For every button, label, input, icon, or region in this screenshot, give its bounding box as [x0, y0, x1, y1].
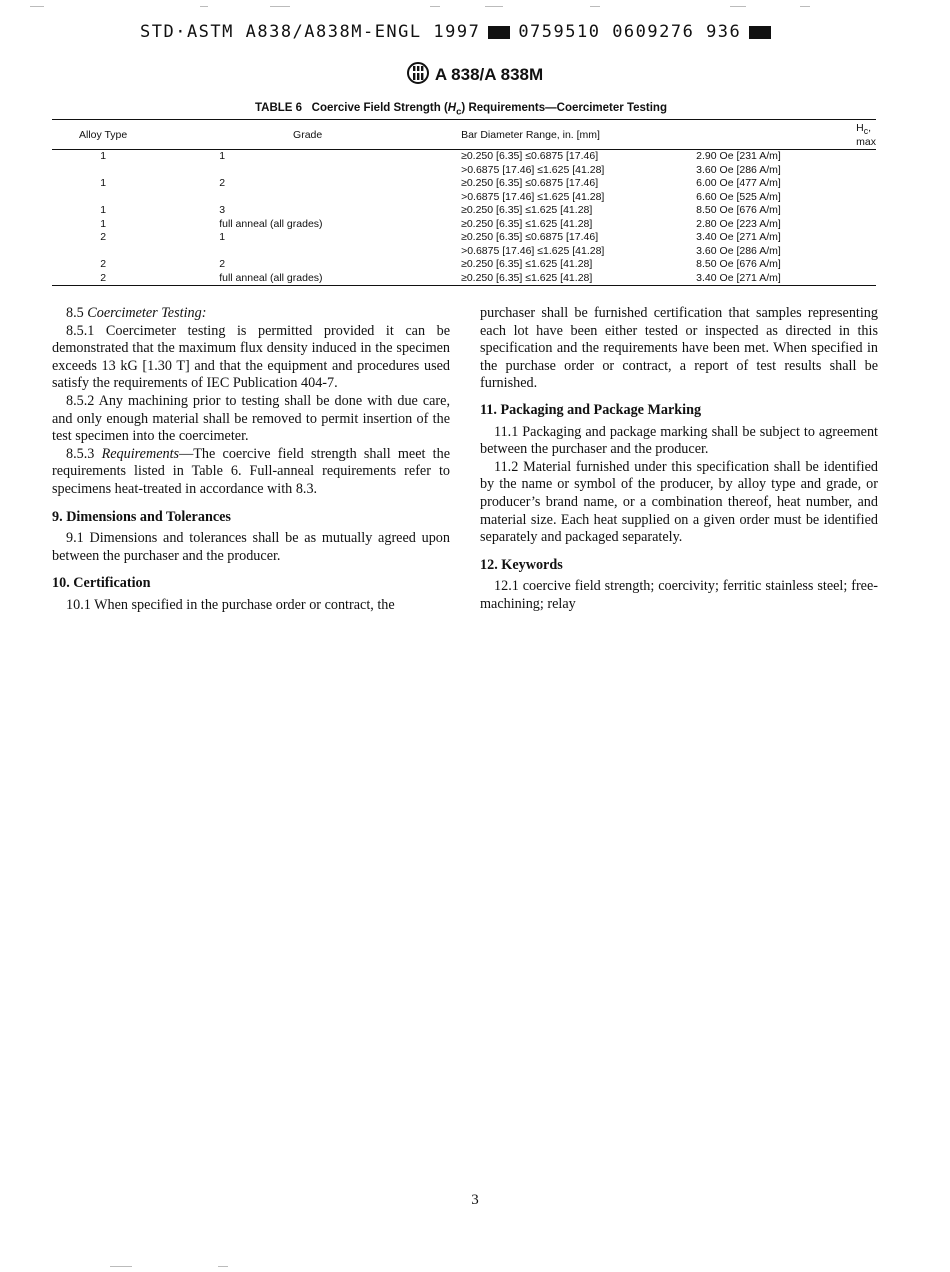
black-bar-mark	[749, 26, 771, 39]
cell-alloy-type	[52, 164, 154, 178]
paragraph-8-5-2: 8.5.2 Any machining prior to testing shall be done with due care, and only enough material shall be removed to permit insertion of the test specimen into the coercimeter.	[52, 392, 450, 445]
cell-hc-max: 3.60 Oe [286 A/m]	[696, 163, 781, 176]
cell-grade: full anneal (all grades)	[154, 272, 461, 286]
paragraph-10-1-continued: purchaser shall be furnished certification that samples representing each lot have been either tested or inspected as directed in this specification and the requirements have been met. When specified in the purchase order or contract, a report of test results shall be furnished.	[480, 305, 878, 392]
cell-alloy-type: 1	[100, 177, 107, 190]
astm-logo-icon	[407, 62, 429, 89]
cell-hc-max: 2.80 Oe [223 A/m]	[696, 217, 781, 230]
cell-diameter-range: ≥0.250 [6.35] ≤1.625 [41.28]	[461, 272, 696, 286]
cell-hc-max: 3.60 Oe [286 A/m]	[696, 244, 781, 257]
cell-diameter-range: ≥0.250 [6.35] ≤0.6875 [17.46]	[461, 231, 599, 244]
coercive-field-table	[52, 119, 876, 286]
paragraph-8-5-1: 8.5.1 Coercimeter testing is permitted provided it can be demonstrated that the maximum flux density induced in the specimen exceeds 13 kG [1.30 T] and that the equipment and procedures used satisfy the requirements of IEC Publication 404-7.	[52, 322, 450, 392]
table-row	[52, 272, 876, 286]
cell-diameter-range: ≥0.250 [6.35] ≤0.6875 [17.46]	[461, 150, 599, 163]
cell-grade: full anneal (all grades)	[219, 217, 323, 230]
cell-diameter-range: >0.6875 [17.46] ≤1.625 [41.28]	[461, 190, 605, 203]
table-row	[52, 150, 876, 164]
std-header-left: STD·ASTM A838/A838M-ENGL 1997	[140, 22, 481, 42]
black-bar-mark	[488, 26, 510, 39]
table-row	[52, 231, 876, 245]
paragraph-11-2: 11.2 Material furnished under this specification shall be identified by the name or symbol of the producer, by alloy type and grade, or producer’s brand name, or a combination thereof, heat number, and material size. Each heat supplied on a given order must be identified separately and packaged separately.	[480, 458, 878, 546]
paragraph-8-5-3: 8.5.3 Requirements—The coercive field strength shall meet the requirements listed in Table 6. Full-anneal requirements refer to specimens heat-treated in accordance with 8.3.	[52, 445, 451, 497]
cell-grade: 3	[219, 204, 226, 217]
cell-grade	[154, 164, 461, 178]
cell-hc-max: 6.60 Oe [525 A/m]	[696, 190, 781, 203]
scan-artifacts-bottom	[110, 1266, 410, 1268]
cell-grade: 1	[219, 150, 226, 163]
cell-hc-max: 2.90 Oe [231 A/m]	[696, 150, 781, 163]
section-8-5-heading: 8.5 Coercimeter Testing:	[66, 305, 207, 321]
cell-hc-max: 6.00 Oe [477 A/m]	[696, 177, 781, 190]
cell-alloy-type: 1	[100, 217, 107, 230]
cell-grade: 2	[219, 177, 226, 190]
col-header-alloy: Alloy Type	[52, 120, 154, 150]
right-column	[480, 305, 878, 614]
cell-alloy-type: 1	[100, 204, 107, 217]
cell-hc-max: 8.50 Oe [676 A/m]	[696, 258, 781, 271]
cell-diameter-range: ≥0.250 [6.35] ≤0.6875 [17.46]	[461, 177, 599, 190]
table-row	[52, 164, 876, 178]
cell-diameter-range: >0.6875 [17.46] ≤1.625 [41.28]	[461, 163, 605, 176]
cell-hc-max: 3.40 Oe [271 A/m]	[696, 231, 781, 244]
col-header-hc: $H_c$, max	[696, 120, 876, 150]
cell-diameter-range: >0.6875 [17.46] ≤1.625 [41.28]	[461, 244, 605, 257]
cell-diameter-range: ≥0.250 [6.35] ≤1.625 [41.28]	[461, 204, 593, 217]
cell-diameter-range: ≥0.250 [6.35] ≤1.625 [41.28]	[461, 258, 593, 271]
table-title: TABLE 6 Coercive Field Strength $(H_c)$ Requirements—Coercimeter Testing	[255, 102, 667, 118]
paragraph-10-1: 10.1 When specified in the purchase order or contract, the	[66, 596, 395, 613]
section-9-heading: 9. Dimensions and Tolerances	[52, 508, 231, 525]
page-number: 3	[471, 1192, 479, 1208]
cell-grade: 2	[219, 258, 226, 271]
left-column	[52, 305, 450, 615]
paragraph-12-1: 12.1 coercive field strength; coercivity; ferritic stainless steel; free-machining; relay	[480, 578, 878, 612]
section-10-heading: 10. Certification	[52, 575, 151, 592]
paragraph-11-1: 11.1 Packaging and package marking shall be subject to agreement between the purchaser and the producer.	[480, 423, 878, 458]
table-row	[52, 218, 876, 232]
table-row	[52, 245, 876, 259]
cell-hc-max: 3.40 Oe [271 A/m]	[696, 272, 876, 286]
table-row	[52, 191, 876, 205]
document-designation: A 838/A 838M	[434, 65, 544, 84]
cell-grade	[154, 245, 461, 259]
std-header-right: 0759510 0609276 936	[518, 22, 742, 42]
paragraph-9-1: 9.1 Dimensions and tolerances shall be as mutually agreed upon between the purchaser and the producer.	[52, 530, 450, 564]
cell-alloy-type	[52, 191, 154, 205]
cell-alloy-type	[52, 245, 154, 259]
cell-alloy-type: 1	[100, 150, 107, 163]
table-body	[52, 150, 876, 286]
section-12-heading: 12. Keywords	[480, 556, 563, 573]
scan-artifacts-top	[30, 6, 920, 8]
table-row	[52, 204, 876, 218]
cell-hc-max: 8.50 Oe [676 A/m]	[696, 204, 781, 217]
section-11-heading: 11. Packaging and Package Marking	[480, 401, 702, 418]
cell-grade: 1	[219, 231, 226, 244]
table-header-row	[52, 120, 876, 150]
table-row	[52, 258, 876, 272]
std-header-line	[140, 22, 779, 42]
cell-grade	[154, 191, 461, 205]
document-header	[0, 62, 950, 89]
cell-alloy-type: 2	[100, 258, 107, 271]
col-header-range: Bar Diameter Range, in. [mm]	[461, 120, 696, 150]
col-header-grade: Grade	[154, 120, 461, 150]
cell-alloy-type: 2	[100, 231, 107, 244]
cell-diameter-range: ≥0.250 [6.35] ≤1.625 [41.28]	[461, 217, 593, 230]
cell-alloy-type: 2	[52, 272, 154, 286]
table-row	[52, 177, 876, 191]
